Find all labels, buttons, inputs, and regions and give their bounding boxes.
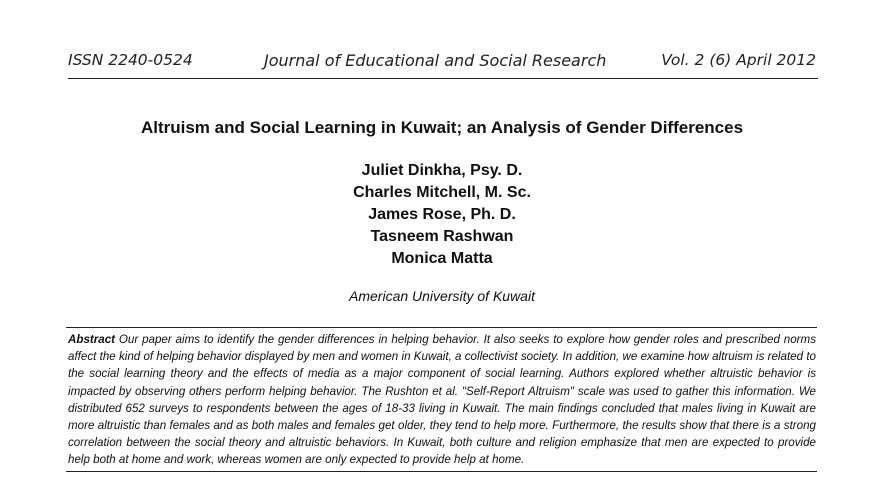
running-header <box>68 48 818 79</box>
author-name: Tasneem Rashwan <box>370 228 514 245</box>
header-volume: Vol. 2 (6) April 2012 <box>661 51 816 69</box>
author-name: James Rose, Ph. D. <box>368 206 516 223</box>
abstract-block <box>66 327 817 472</box>
paper-title: Altruism and Social Learning in Kuwait; an Analysis of Gender Differences <box>140 118 744 137</box>
header-issn: ISSN 2240-0524 <box>68 51 193 69</box>
abstract-text: Our paper aims to identify the gender differences in helping behavior. It also seeks to explore how gender roles and prescribed norms affect the kind of helping behavior displayed by men and women in Kuwait, a collectivist society. In addition, we examine how altruism is related to the social learning theory and the effects of media as a major component of social learning. Authors explored whether altruistic behavior is impacted by observing others perform helping behavior. The Rushton et al. "Self-Report Altruism" scale was used to gather this information. We distributed 652 surveys to respondents between the ages of 18-33 living in Kuwait. The main findings concluded that males living in Kuwait are more altruistic than females and as both males and females get older, they tend to help more. Furthermore, the results show that there is a strong correlation between the social theory and altruistic behaviors. In Kuwait, both culture and religion emphasize that men are expected to provide help both at home and work, whereas women are only expected to provide help at home. <box>68 333 816 467</box>
author-list <box>0 160 884 270</box>
author-affiliation: American University of Kuwait <box>349 288 535 304</box>
header-journal-name: Journal of Educational and Social Research <box>264 51 607 70</box>
abstract-label: Abstract <box>68 333 116 346</box>
author-name: Monica Matta <box>391 250 493 267</box>
author-name: Charles Mitchell, M. Sc. <box>353 184 531 201</box>
author-name: Juliet Dinkha, Psy. D. <box>361 162 523 179</box>
